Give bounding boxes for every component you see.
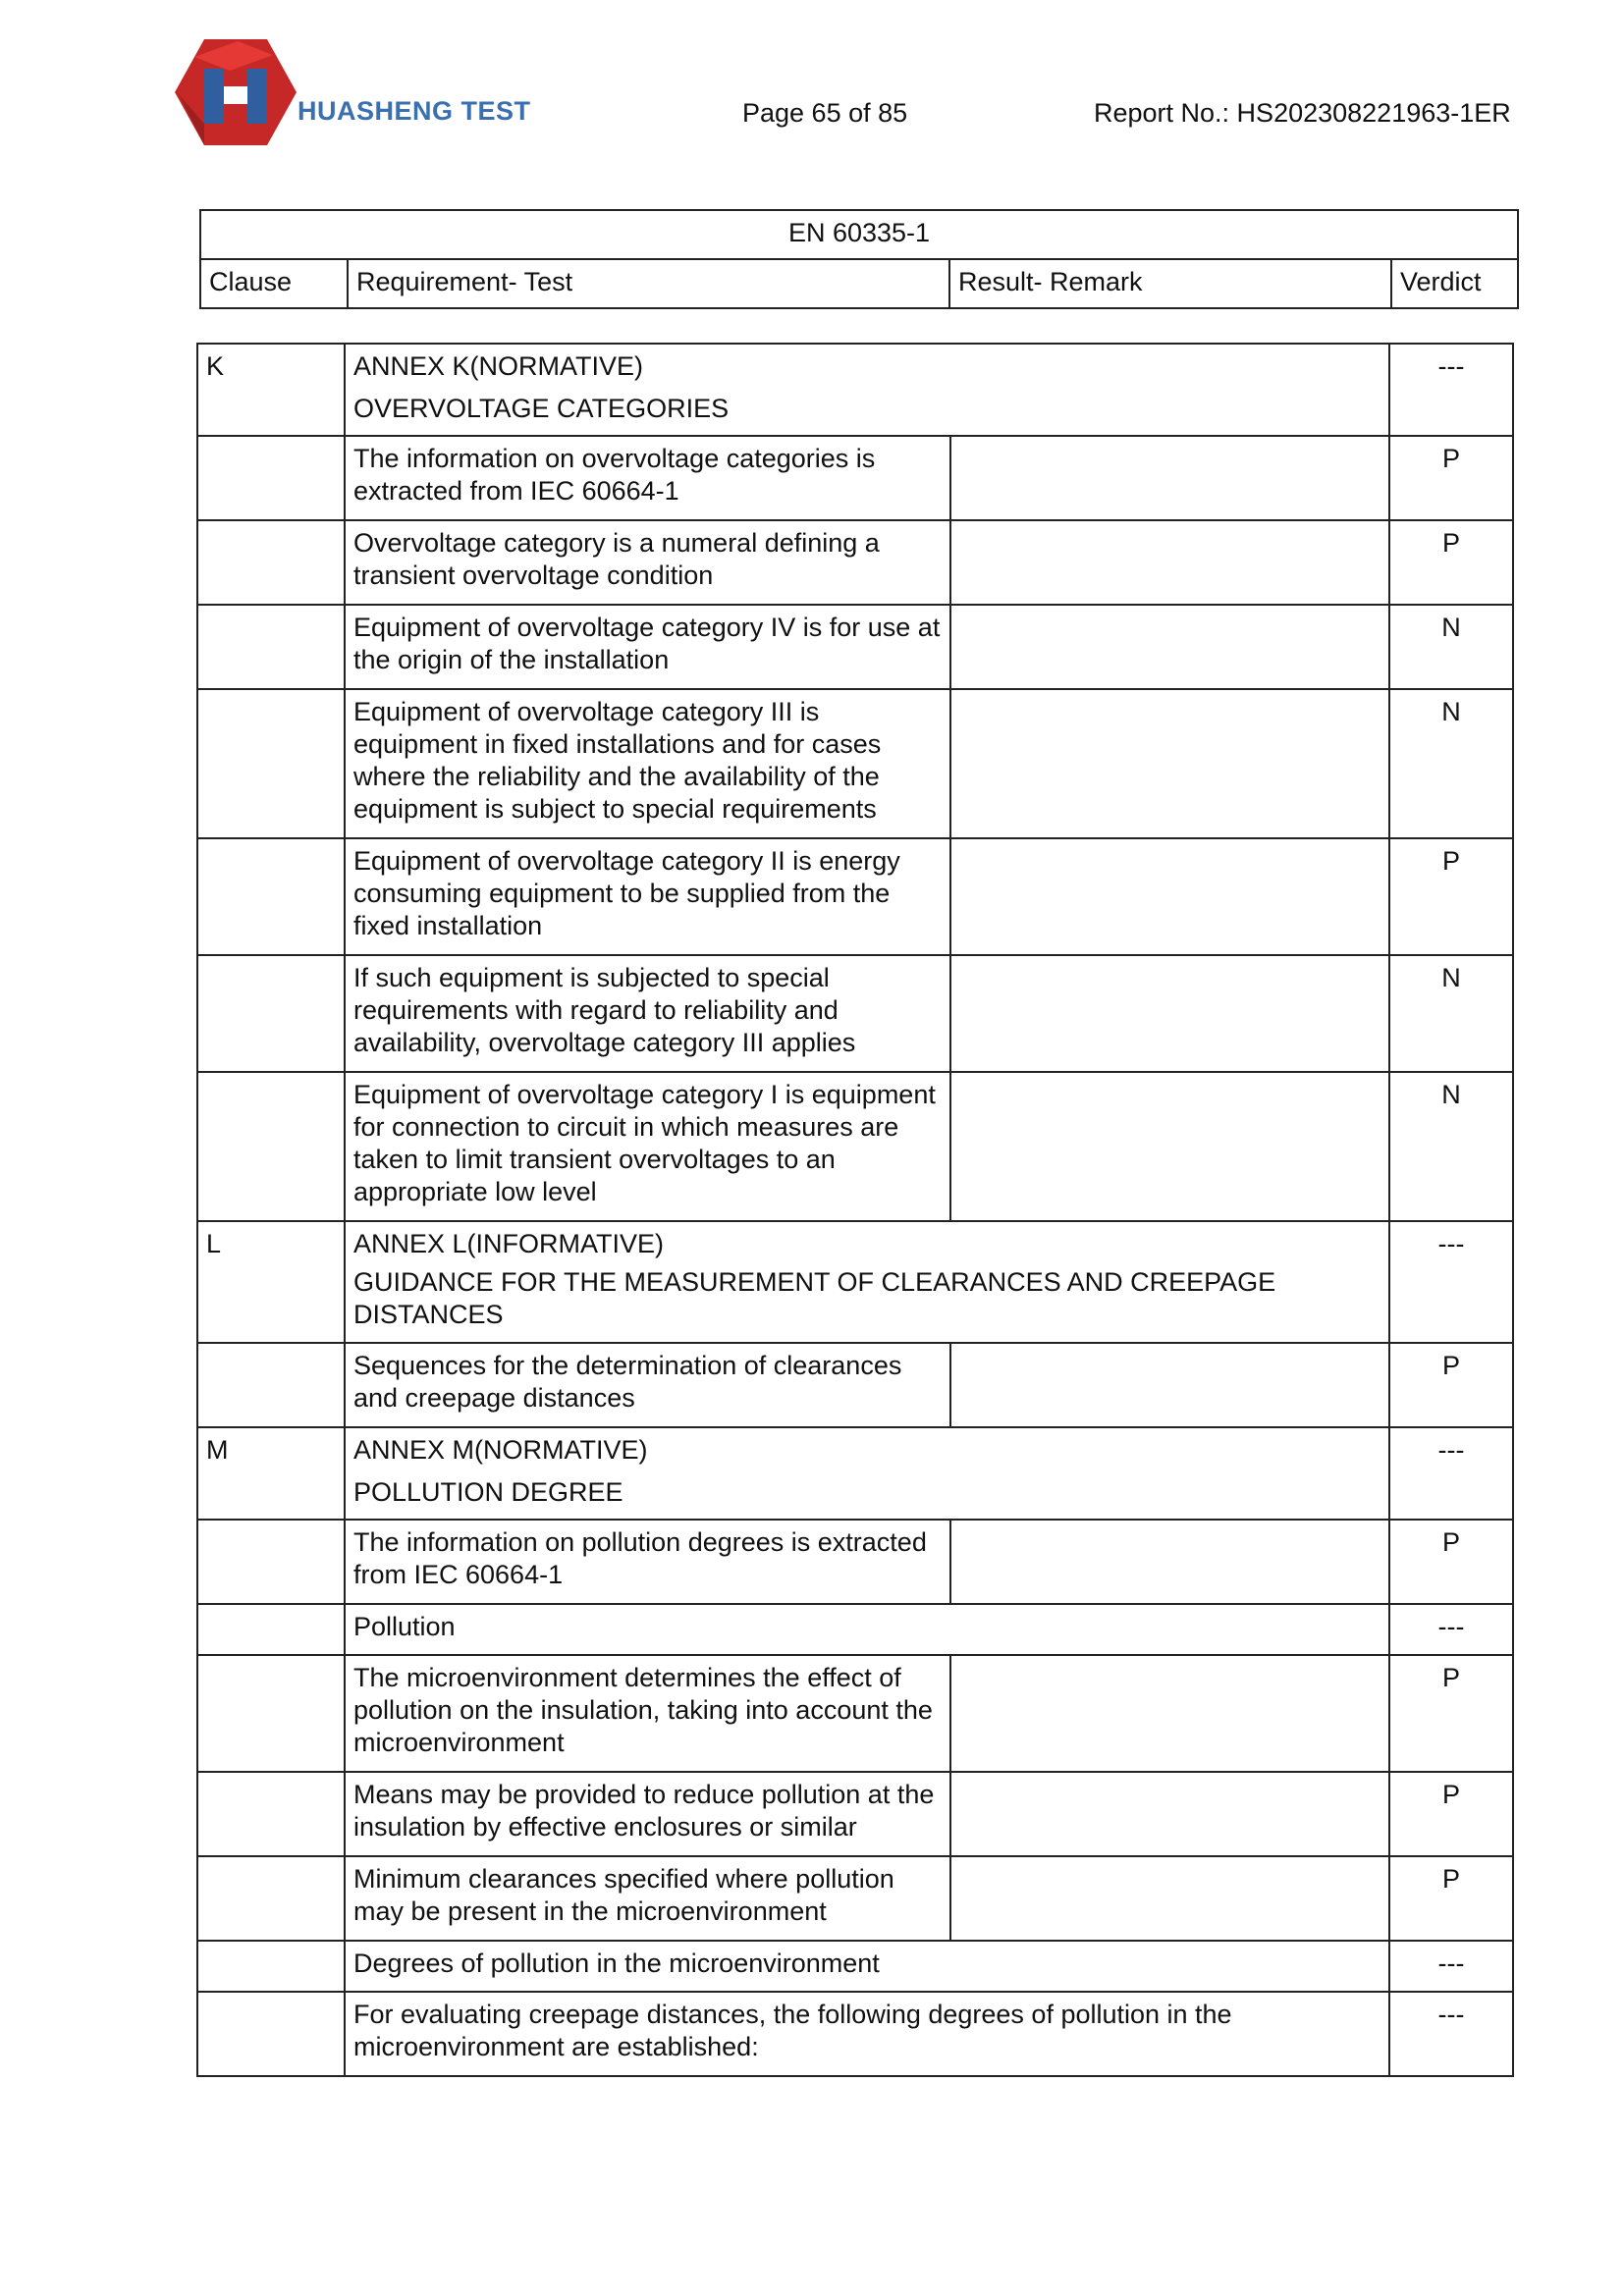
result-cell — [950, 1343, 1389, 1427]
verdict-cell: N — [1389, 605, 1513, 689]
clause-cell — [197, 1856, 345, 1941]
requirement-cell: Degrees of pollution in the microenvironment — [345, 1941, 1389, 1992]
clause-cell — [197, 1992, 345, 2076]
table-row — [197, 1992, 1513, 2076]
result-cell — [950, 1520, 1389, 1604]
table-row — [197, 689, 1513, 838]
annex-subtitle: POLLUTION DEGREE — [353, 1477, 623, 1507]
col-header-verdict: Verdict — [1391, 259, 1518, 308]
page-header — [0, 0, 1624, 167]
requirement-cell: Pollution — [345, 1604, 1389, 1655]
verdict-cell: N — [1389, 955, 1513, 1072]
col-header-result: Result- Remark — [949, 259, 1391, 308]
verdict-cell: N — [1389, 1072, 1513, 1221]
verdict-cell: P — [1389, 1655, 1513, 1772]
annex-title: ANNEX M(NORMATIVE) — [353, 1435, 648, 1465]
clause-cell — [197, 1772, 345, 1856]
requirement-cell: For evaluating creepage distances, the following degrees of pollution in the microenvironment are established: — [345, 1992, 1389, 2076]
annex-title: ANNEX K(NORMATIVE) — [353, 351, 644, 381]
requirement-cell: Overvoltage category is a numeral defining a transient overvoltage condition — [345, 520, 950, 605]
verdict-cell: P — [1389, 1343, 1513, 1427]
verdict-cell: P — [1389, 1856, 1513, 1941]
verdict-cell: --- — [1389, 1941, 1513, 1992]
table-row — [197, 1520, 1513, 1604]
requirement-cell: Means may be provided to reduce pollution at the insulation by effective enclosures or similar — [345, 1772, 950, 1856]
table-row — [197, 1772, 1513, 1856]
annex-title: ANNEX L(INFORMATIVE) — [353, 1229, 665, 1258]
table-row — [197, 1941, 1513, 1992]
verdict-cell: P — [1389, 838, 1513, 955]
requirement-cell: Equipment of overvoltage category III is equipment in fixed installations and for cases where the reliability and the availability of the equipment is subject to special requirements — [345, 689, 950, 838]
clause-cell — [197, 1655, 345, 1772]
result-cell — [950, 1072, 1389, 1221]
verdict-cell: P — [1389, 1772, 1513, 1856]
result-cell — [950, 436, 1389, 520]
requirement-cell: The microenvironment determines the effect of pollution on the insulation, taking into account the microenvironment — [345, 1655, 950, 1772]
verdict-cell: --- — [1389, 1221, 1513, 1343]
table-row — [197, 520, 1513, 605]
requirement-cell: The information on pollution degrees is extracted from IEC 60664-1 — [345, 1520, 950, 1604]
clause-cell: M — [197, 1427, 345, 1520]
verdict-cell: P — [1389, 436, 1513, 520]
result-cell — [950, 1655, 1389, 1772]
result-cell — [950, 605, 1389, 689]
table-row — [197, 1072, 1513, 1221]
result-cell — [950, 955, 1389, 1072]
clause-cell — [197, 1520, 345, 1604]
requirement-cell: Minimum clearances specified where pollution may be present in the microenvironment — [345, 1856, 950, 1941]
requirement-cell: Sequences for the determination of clearances and creepage distances — [345, 1343, 950, 1427]
clause-cell — [197, 689, 345, 838]
table-row — [197, 605, 1513, 689]
standard-header-table — [199, 209, 1519, 309]
result-cell — [950, 520, 1389, 605]
verdict-cell: N — [1389, 689, 1513, 838]
table-row — [197, 1343, 1513, 1427]
verdict-cell: P — [1389, 1520, 1513, 1604]
clause-cell — [197, 1604, 345, 1655]
requirement-cell — [345, 344, 1389, 436]
result-cell — [950, 1772, 1389, 1856]
table-row — [197, 838, 1513, 955]
verdict-cell: --- — [1389, 1427, 1513, 1520]
clause-cell: L — [197, 1221, 345, 1343]
verdict-cell: --- — [1389, 1604, 1513, 1655]
table-row — [197, 955, 1513, 1072]
requirement-cell — [345, 1221, 1389, 1343]
table-row — [197, 1655, 1513, 1772]
result-cell — [950, 838, 1389, 955]
col-header-requirement: Requirement- Test — [348, 259, 949, 308]
table-row — [197, 344, 1513, 436]
annex-subtitle: OVERVOLTAGE CATEGORIES — [353, 394, 730, 423]
table-row — [197, 1856, 1513, 1941]
standard-title: EN 60335-1 — [200, 210, 1518, 259]
clause-cell — [197, 520, 345, 605]
requirement-cell: The information on overvoltage categories is extracted from IEC 60664-1 — [345, 436, 950, 520]
clause-cell — [197, 436, 345, 520]
verdict-cell: P — [1389, 520, 1513, 605]
clause-cell — [197, 955, 345, 1072]
report-number: Report No.: HS202308221963-1ER — [1094, 98, 1511, 128]
result-cell — [950, 1856, 1389, 1941]
table-row — [197, 1604, 1513, 1655]
table-row — [197, 436, 1513, 520]
clause-cell — [197, 838, 345, 955]
huasheng-logo-icon — [165, 35, 298, 149]
col-header-clause: Clause — [200, 259, 348, 308]
page-number: Page 65 of 85 — [742, 98, 908, 128]
verdict-cell: --- — [1389, 1992, 1513, 2076]
clause-cell — [197, 1941, 345, 1992]
clause-cell — [197, 1072, 345, 1221]
verdict-cell: --- — [1389, 344, 1513, 436]
annex-subtitle: GUIDANCE FOR THE MEASUREMENT OF CLEARANCES AND CREEPAGE DISTANCES — [353, 1267, 1276, 1329]
result-cell — [950, 689, 1389, 838]
clause-cell: K — [197, 344, 345, 436]
requirements-table — [196, 343, 1514, 2077]
clause-cell — [197, 605, 345, 689]
table-row — [197, 1221, 1513, 1343]
brand-name: HUASHENG TEST — [298, 96, 531, 126]
requirement-cell: Equipment of overvoltage category IV is for use at the origin of the installation — [345, 605, 950, 689]
clause-cell — [197, 1343, 345, 1427]
requirement-cell: If such equipment is subjected to special requirements with regard to reliability and availability, overvoltage category III applies — [345, 955, 950, 1072]
requirement-cell — [345, 1427, 1389, 1520]
table-row — [197, 1427, 1513, 1520]
requirement-cell: Equipment of overvoltage category II is energy consuming equipment to be supplied from the fixed installation — [345, 838, 950, 955]
requirement-cell: Equipment of overvoltage category I is equipment for connection to circuit in which measures are taken to limit transient overvoltages to an appropriate low level — [345, 1072, 950, 1221]
